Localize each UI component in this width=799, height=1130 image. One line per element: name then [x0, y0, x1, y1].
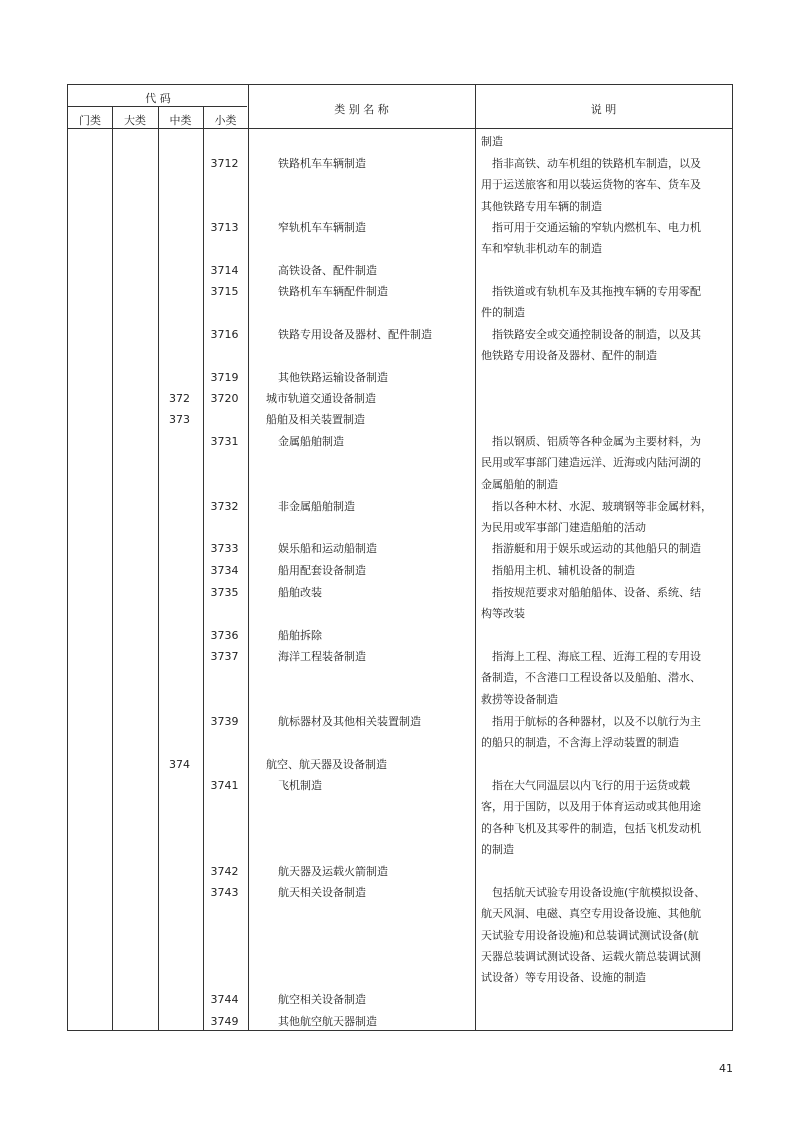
header-desc: 说 明 — [590, 103, 617, 116]
row-description — [481, 217, 727, 260]
row-category-name: 非金属船舶制造 — [278, 500, 355, 513]
description-line: 的各种飞机及其零件的制造，包括飞机发动机 — [481, 821, 701, 835]
row-category-name: 航空相关设备制造 — [278, 993, 366, 1006]
divider — [248, 85, 249, 1030]
row-xiao-code: 3741 — [210, 779, 239, 792]
description-line: 天器总装调试测试设备、运载火箭总装调试测 — [481, 949, 701, 963]
row-xiao-code: 3713 — [210, 221, 239, 234]
description-line: 民用或军事部门建造远洋、近海或内陆河湖的 — [481, 456, 701, 470]
description-line: 车和窄轨非机动车的制造 — [481, 242, 602, 256]
row-category-name: 窄轨机车车辆制造 — [278, 221, 366, 234]
row-description — [481, 775, 727, 860]
description-line: 指船用主机、辅机设备的制造 — [492, 564, 635, 577]
description-line: 的制造 — [481, 842, 514, 856]
divider — [68, 106, 247, 107]
header-men: 门类 — [79, 114, 101, 127]
description-line: 金属船舶的制造 — [481, 477, 558, 491]
header-code-group: 代 码 — [145, 92, 171, 105]
description-line: 备制造，不含港口工程设备以及船舶、潜水、 — [481, 671, 701, 685]
description-line: 指以各种木材、水泥、玻璃钢等非金属材料， — [492, 500, 712, 513]
divider — [158, 106, 159, 1030]
row-description — [481, 281, 727, 324]
row-category-name: 飞机制造 — [278, 779, 322, 792]
row-category-name: 高铁设备、配件制造 — [278, 264, 377, 277]
row-xiao-code: 3737 — [210, 650, 239, 663]
row-description — [481, 496, 727, 539]
description-line: 指铁路安全或交通控制设备的制造，以及其 — [492, 328, 701, 341]
page-number: 41 — [719, 1062, 733, 1075]
row-description — [481, 324, 727, 367]
row-category-name: 船舶及相关装置制造 — [266, 413, 365, 426]
row-category-name: 其他航空航天器制造 — [278, 1015, 377, 1028]
row-category-name: 航空、航天器及设备制造 — [266, 758, 387, 771]
row-category-name: 海洋工程装备制造 — [278, 650, 366, 663]
description-line: 件的制造 — [481, 306, 525, 320]
row-xiao-code: 3749 — [210, 1015, 239, 1028]
row-xiao-code: 3716 — [210, 328, 239, 341]
row-category-name: 铁路机车车辆配件制造 — [278, 285, 388, 298]
row-xiao-code: 3744 — [210, 993, 239, 1006]
row-xiao-code: 3731 — [210, 435, 239, 448]
description-line: 天试验专用设备设施)和总装调试测试设备(航 — [481, 928, 699, 942]
row-category-name: 船用配套设备制造 — [278, 564, 366, 577]
description-line: 航天风洞、电磁、真空专用设备设施、其他航 — [481, 907, 701, 921]
row-xiao-code: 3743 — [210, 886, 239, 899]
description-line: 指用于航标的各种器材，以及不以航行为主 — [492, 715, 701, 728]
description-line: 指非高铁、动车机组的铁路机车制造，以及 — [492, 157, 701, 170]
divider — [475, 85, 476, 1030]
row-xiao-code: 3715 — [210, 285, 239, 298]
row-description — [481, 582, 727, 625]
row-zhong-code: 374 — [169, 758, 190, 771]
description-line: 指以钢质、铝质等各种金属为主要材料，为 — [492, 435, 701, 448]
description-line: 制造 — [481, 135, 503, 148]
row-description — [481, 131, 727, 152]
row-xiao-code: 3732 — [210, 500, 239, 513]
description-line: 其他铁路专用车辆的制造 — [481, 199, 602, 213]
header-da: 大类 — [124, 114, 146, 127]
row-xiao-code: 3719 — [210, 371, 239, 384]
row-xiao-code: 3739 — [210, 715, 239, 728]
row-xiao-code: 3742 — [210, 865, 239, 878]
description-line: 指海上工程、海底工程、近海工程的专用设 — [492, 650, 701, 663]
row-category-name: 船舶改装 — [278, 586, 322, 599]
header-zhong: 中类 — [169, 114, 192, 127]
row-category-name: 铁路机车车辆制造 — [278, 157, 366, 170]
description-line: 指可用于交通运输的窄轨内燃机车、电力机 — [492, 221, 701, 234]
description-line: 用于运送旅客和用以装运货物的客车、货车及 — [481, 178, 701, 192]
row-description — [481, 711, 727, 754]
header-name: 类 别 名 称 — [334, 103, 389, 116]
description-line: 为民用或军事部门建造船舶的活动 — [481, 521, 646, 535]
header-xiao: 小类 — [214, 114, 237, 127]
row-category-name: 金属船舶制造 — [278, 435, 344, 448]
row-category-name: 航天相关设备制造 — [278, 886, 366, 899]
row-xiao-code: 3735 — [210, 586, 239, 599]
description-line: 指在大气同温层以内飞行的用于运货或载 — [492, 779, 690, 792]
description-line: 包括航天试验专用设备设施(宇航模拟设备、 — [492, 886, 706, 899]
row-xiao-code: 3733 — [210, 542, 239, 555]
divider — [112, 106, 113, 1030]
row-description — [481, 431, 727, 495]
description-line: 救捞等设备制造 — [481, 692, 558, 706]
description-line: 他铁路专用设备及器材、配件的制造 — [481, 349, 657, 363]
row-xiao-code: 3734 — [210, 564, 239, 577]
row-zhong-code: 372 — [169, 392, 190, 405]
description-line: 的船只的制造，不含海上浮动装置的制造 — [481, 736, 679, 750]
row-description — [481, 646, 727, 710]
description-line: 试设备）等专用设备、设施的制造 — [481, 971, 646, 985]
row-category-name: 其他铁路运输设备制造 — [278, 371, 388, 384]
row-xiao-code: 3720 — [210, 392, 239, 405]
row-description — [481, 560, 727, 581]
description-line: 指游艇和用于娱乐或运动的其他船只的制造 — [492, 542, 701, 555]
row-zhong-code: 373 — [169, 413, 190, 426]
row-category-name: 娱乐船和运动船制造 — [278, 542, 377, 555]
row-description — [481, 882, 727, 988]
description-line: 客，用于国防，以及用于体育运动或其他用途 — [481, 800, 701, 814]
row-category-name: 船舶拆除 — [278, 629, 322, 642]
row-category-name: 航标器材及其他相关装置制造 — [278, 715, 421, 728]
row-xiao-code: 3712 — [210, 157, 239, 170]
row-category-name: 城市轨道交通设备制造 — [266, 392, 376, 405]
row-description — [481, 538, 727, 559]
row-category-name: 航天器及运载火箭制造 — [278, 865, 388, 878]
row-xiao-code: 3714 — [210, 264, 239, 277]
row-category-name: 铁路专用设备及器材、配件制造 — [278, 328, 432, 341]
description-line: 指按规范要求对船舶船体、设备、系统、结 — [492, 586, 701, 599]
row-xiao-code: 3736 — [210, 629, 239, 642]
row-description — [481, 153, 727, 217]
description-line: 构等改装 — [481, 607, 525, 621]
description-line: 指铁道或有轨机车及其拖拽车辆的专用零配 — [492, 285, 701, 298]
divider — [68, 128, 732, 129]
